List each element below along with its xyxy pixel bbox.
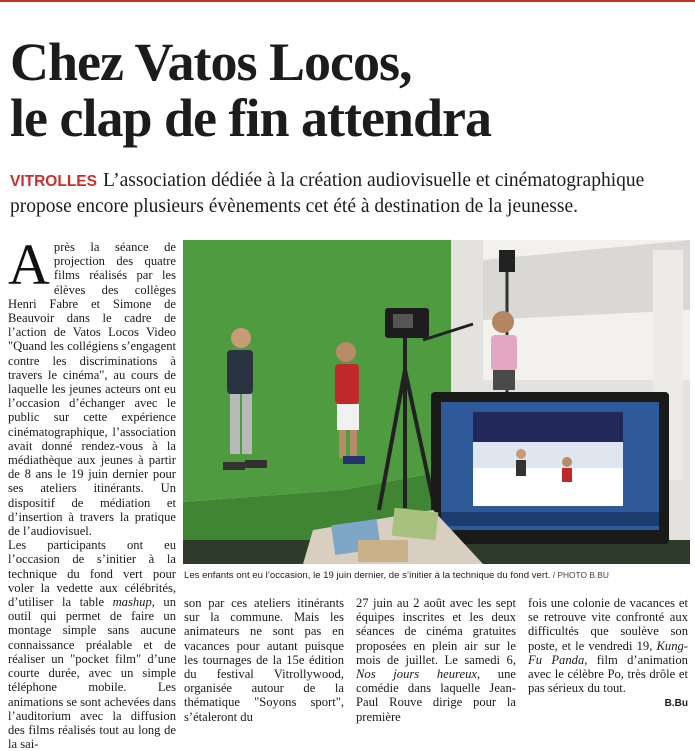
drop-cap: A: [8, 232, 50, 297]
paragraph-2-text-b: , un outil qui permet de faire un montage simple sans aucune connaissance préalable et de réaliser un "pocket film" d’une courte durée, avec un simple téléphone mobile. Les animations se sont achevées dans l’auditorium avec la diffusion des films réalisés tout au long de la sai-: [8, 595, 176, 751]
article-photo: [183, 240, 690, 564]
film-title-kung-fu-panda: Kung-Fu Panda: [528, 638, 688, 667]
column-4: [528, 596, 688, 712]
column-4-paragraph: [528, 596, 688, 695]
photo-caption: [184, 569, 690, 582]
column-3-text-b: , une comédie dans laquelle Jean-Paul Rouve dirige pour la première: [356, 667, 516, 724]
standfirst-text: L’association dédiée à la création audiovisuelle et cinématographique propose encore plusieurs évènements cet été à destination de la jeunesse.: [10, 170, 645, 217]
column-4-text-b: , film d’animation avec le célèbre Po, très drôle et pas sérieux du tout.: [528, 652, 688, 696]
column-3-paragraph: [356, 596, 516, 724]
paragraph-2-text-a: Les participants ont eu l’occasion de s’initier à la technique du fond vert pour voler la vedette aux célébrités, d’utiliser la table: [8, 538, 176, 610]
top-rule: [0, 0, 695, 2]
headline-line-2: le clap de fin attendra: [10, 88, 491, 148]
column-3: [356, 596, 516, 724]
film-title-nos-jours-heureux: Nos jours heureux: [356, 667, 477, 682]
caption-text: Les enfants ont eu l’occasion, le 19 juin dernier, de s’initier à la technique du fond vert.: [184, 570, 551, 581]
column-2-text: son par ces ateliers itinérants sur la commune. Mais les animateurs ne sont pas en vacances pour autant puisque les tournages de la 15e édition du festival Vitrollywood, organisée autour de la thématique "Soyons sport", s’étaleront du: [184, 596, 344, 724]
standfirst: [10, 168, 690, 219]
photo-credit: / PHOTO B.BU: [550, 570, 609, 580]
monitor: [431, 392, 669, 544]
mashup-term: mashup: [112, 595, 152, 610]
headline: [10, 34, 690, 146]
column-4-text-a: fois une colonie de vacances et se retrouve vite confronté aux difficultés que soulève son poste, et le vendredi 19,: [528, 596, 688, 653]
author-signature: B.Bu: [664, 698, 688, 710]
column-3-text-a: 27 juin au 2 août avec les sept équipes inscrites et les deux séances de cinéma gratuites proposées en plein air sur le mois de juillet. Le samedi 6,: [356, 596, 516, 667]
column-1: [8, 232, 176, 751]
paragraph-1: [8, 232, 176, 539]
paragraph-2: [8, 538, 176, 751]
girl: [491, 311, 517, 390]
headline-line-1: Chez Vatos Locos,: [10, 32, 412, 92]
column-2: [184, 596, 344, 724]
green-screen-photo: [183, 240, 690, 564]
paragraph-1-text: près la séance de projection des quatre films réalisés par les élèves des collèges Henri Fabre et Simone de Beauvoir dans le cadre de l’action de Vatos Locos Video "Quand les collégiens s’engagent contre les discriminations à travers le cinéma", au cours de laquelle les jeunes acteurs ont eu l’occasion d’échanger avec le public sur cette expérience cinématographique, l’association avait donné rendez-vous à la médiathèque aux jeunes à partir de 8 ans le 19 juin dernier pour ses ateliers itinérants. Un dispositif de médiation et d’insertion à travers la pratique de l’audiovisuel.: [8, 240, 176, 539]
location-kicker: VITROLLES: [10, 173, 97, 190]
